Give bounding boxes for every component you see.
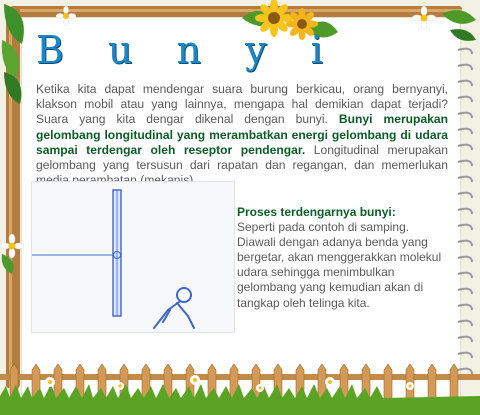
caption-block bbox=[237, 205, 447, 311]
intro-paragraph bbox=[36, 82, 448, 188]
intro-text-continued: Longitudinal merupakan gelombang yang tersusun dari rapatan dan regangan, dan memerlukan bbox=[36, 142, 448, 173]
leaf-icon bbox=[0, 0, 40, 110]
daisy-icon bbox=[56, 6, 76, 26]
intro-text: Ketika kita dapat mendengar suara burung berkicau, orang bernyanyi, klakson mobil atau yang lainnya, mengapa hal demikian dapat terjadi? Suara yang kita dengar dikenal dengan bunyi. bbox=[36, 82, 448, 127]
sound-wave-illustration bbox=[31, 181, 235, 333]
vibrating-rod-figure bbox=[32, 182, 234, 332]
caption-body: Seperti pada contoh di samping. Diawali dengan adanya benda yang bergetar, akan menggerakkan molekul udara sehingga menimbulkan gelombang yang kemudian akan di tangkap oleh telinga kita. bbox=[237, 220, 442, 310]
daisy-icon bbox=[412, 4, 480, 44]
daisy-icon bbox=[0, 234, 26, 274]
caption-title: Proses terdengarnya bunyi: bbox=[237, 205, 396, 219]
page-title: B u n y i bbox=[36, 28, 339, 72]
picket-fence-icon bbox=[0, 352, 480, 415]
spiral-binding-icon bbox=[456, 28, 476, 378]
intro-definition: Bunyi merupakan gelombang longitudinal yang merambatkan energi gelombang di udara sampai terdengar oleh reseptor pendengar. bbox=[36, 112, 449, 157]
